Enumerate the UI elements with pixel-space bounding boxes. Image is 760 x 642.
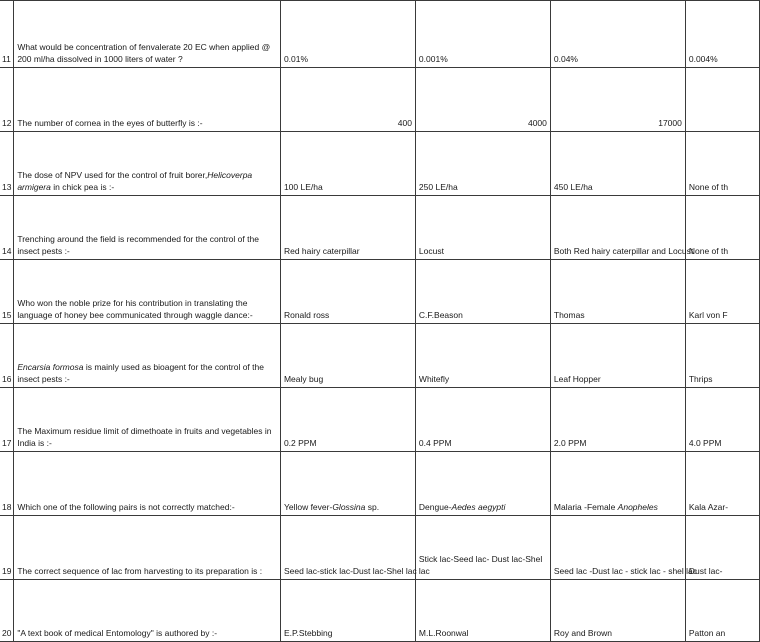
option-d-cell: Dust lac-	[685, 516, 759, 580]
option-d-cell: None of th	[685, 132, 759, 196]
option-d-cell: 4.0 PPM	[685, 388, 759, 452]
table-row	[0, 132, 760, 196]
row-number: 13	[0, 132, 14, 196]
species-name: Anopheles	[617, 502, 658, 512]
option-a-cell	[280, 452, 415, 516]
row-number: 12	[0, 68, 14, 132]
option-d-cell: Karl von F	[685, 260, 759, 324]
option-a-cell: 100 LE/ha	[280, 132, 415, 196]
option-c-cell: 2.0 PPM	[550, 388, 685, 452]
table-row	[0, 580, 760, 642]
question-text: "A text book of medical Entomology" is authored by :-	[17, 628, 218, 638]
option-a-cell: Ronald ross	[280, 260, 415, 324]
option-b-cell: Whitefly	[415, 324, 550, 388]
option-a-cell: Red hairy caterpillar	[280, 196, 415, 260]
question-cell	[14, 580, 281, 642]
option-d-cell: None of th	[685, 196, 759, 260]
question-text: Who won the noble prize for his contribution in translating the language of honey bee communicated through waggle dance:-	[17, 298, 253, 320]
row-number: 17	[0, 388, 14, 452]
table-row	[0, 452, 760, 516]
option-b-cell: 0.001%	[415, 1, 550, 68]
option-a-cell: Seed lac-stick lac-Dust lac-Shel lac	[280, 516, 415, 580]
question-text: Which one of the following pairs is not correctly matched:-	[17, 502, 235, 512]
option-a-cell: Mealy bug	[280, 324, 415, 388]
option-a-cell: 0.2 PPM	[280, 388, 415, 452]
option-c-cell: 0.04%	[550, 1, 685, 68]
question-cell	[14, 388, 281, 452]
option-b-cell: Stick lac-Seed lac- Dust lac-Shel lac	[415, 516, 550, 580]
question-cell	[14, 1, 281, 68]
question-text: What would be concentration of fenvalerate 20 EC when applied @ 200 ml/ha dissolved in 1000 liters of water ?	[17, 42, 271, 64]
question-cell	[14, 324, 281, 388]
option-a-cell: E.P.Stebbing	[280, 580, 415, 642]
question-cell	[14, 196, 281, 260]
question-cell	[14, 68, 281, 132]
table-row	[0, 324, 760, 388]
option-b-cell: 250 LE/ha	[415, 132, 550, 196]
question-text: The dose of NPV used for the control of fruit borer,	[17, 170, 208, 180]
option-c-cell: 450 LE/ha	[550, 132, 685, 196]
option-b-cell: 4000	[415, 68, 550, 132]
row-number: 20	[0, 580, 14, 642]
option-c-cell: Thomas	[550, 260, 685, 324]
option-b-cell: Locust	[415, 196, 550, 260]
row-number: 19	[0, 516, 14, 580]
option-b-cell	[415, 452, 550, 516]
question-text: The Maximum residue limit of dimethoate in fruits and vegetables in India is :-	[17, 426, 272, 448]
row-number: 16	[0, 324, 14, 388]
species-name: Aedes aegypti	[451, 502, 506, 512]
species-name: Glossina	[332, 502, 366, 512]
question-text: The number of cornea in the eyes of butterfly is :-	[17, 118, 203, 128]
question-cell	[14, 516, 281, 580]
question-text-end: is mainly used as bioagent for the control of the insect pests :-	[17, 362, 264, 384]
question-cell	[14, 260, 281, 324]
row-number: 11	[0, 1, 14, 68]
option-d-cell: Patton an	[685, 580, 759, 642]
option-a-cell: 0.01%	[280, 1, 415, 68]
question-cell	[14, 132, 281, 196]
row-number: 15	[0, 260, 14, 324]
option-c-cell: Both Red hairy caterpillar and Locust	[550, 196, 685, 260]
table-row	[0, 68, 760, 132]
row-number: 18	[0, 452, 14, 516]
option-c-text: Malaria -Female	[553, 502, 618, 512]
species-name: Helicoverpa armigera	[17, 170, 253, 192]
option-c-cell: 17000	[550, 68, 685, 132]
table-row	[0, 260, 760, 324]
option-d-cell: 0.004%	[685, 1, 759, 68]
option-b-cell: M.L.Roonwal	[415, 580, 550, 642]
table-row	[0, 1, 760, 68]
option-b-cell: C.F.Beason	[415, 260, 550, 324]
question-cell	[14, 452, 281, 516]
table-row	[0, 516, 760, 580]
option-b-text: Dengue-	[418, 502, 452, 512]
option-c-cell	[550, 452, 685, 516]
option-d-cell: Kala Azar-	[685, 452, 759, 516]
option-d-cell	[685, 68, 759, 132]
option-b-cell: 0.4 PPM	[415, 388, 550, 452]
option-c-cell: Leaf Hopper	[550, 324, 685, 388]
row-number: 14	[0, 196, 14, 260]
option-c-cell: Roy and Brown	[550, 580, 685, 642]
table-row	[0, 196, 760, 260]
option-c-cell: Seed lac -Dust lac - stick lac - shel lac	[550, 516, 685, 580]
option-d-cell: Thrips	[685, 324, 759, 388]
species-name: Encarsia formosa	[17, 362, 84, 372]
question-text-end: in chick pea is :-	[50, 182, 115, 192]
question-text: Trenching around the field is recommended for the control of the insect pests :-	[17, 234, 259, 256]
option-a-text: Yellow fever-	[283, 502, 333, 512]
question-text: The correct sequence of lac from harvesting to its preparation is :	[17, 566, 263, 576]
option-a-suffix: sp.	[365, 502, 380, 512]
option-a-cell: 400	[280, 68, 415, 132]
table-row	[0, 388, 760, 452]
